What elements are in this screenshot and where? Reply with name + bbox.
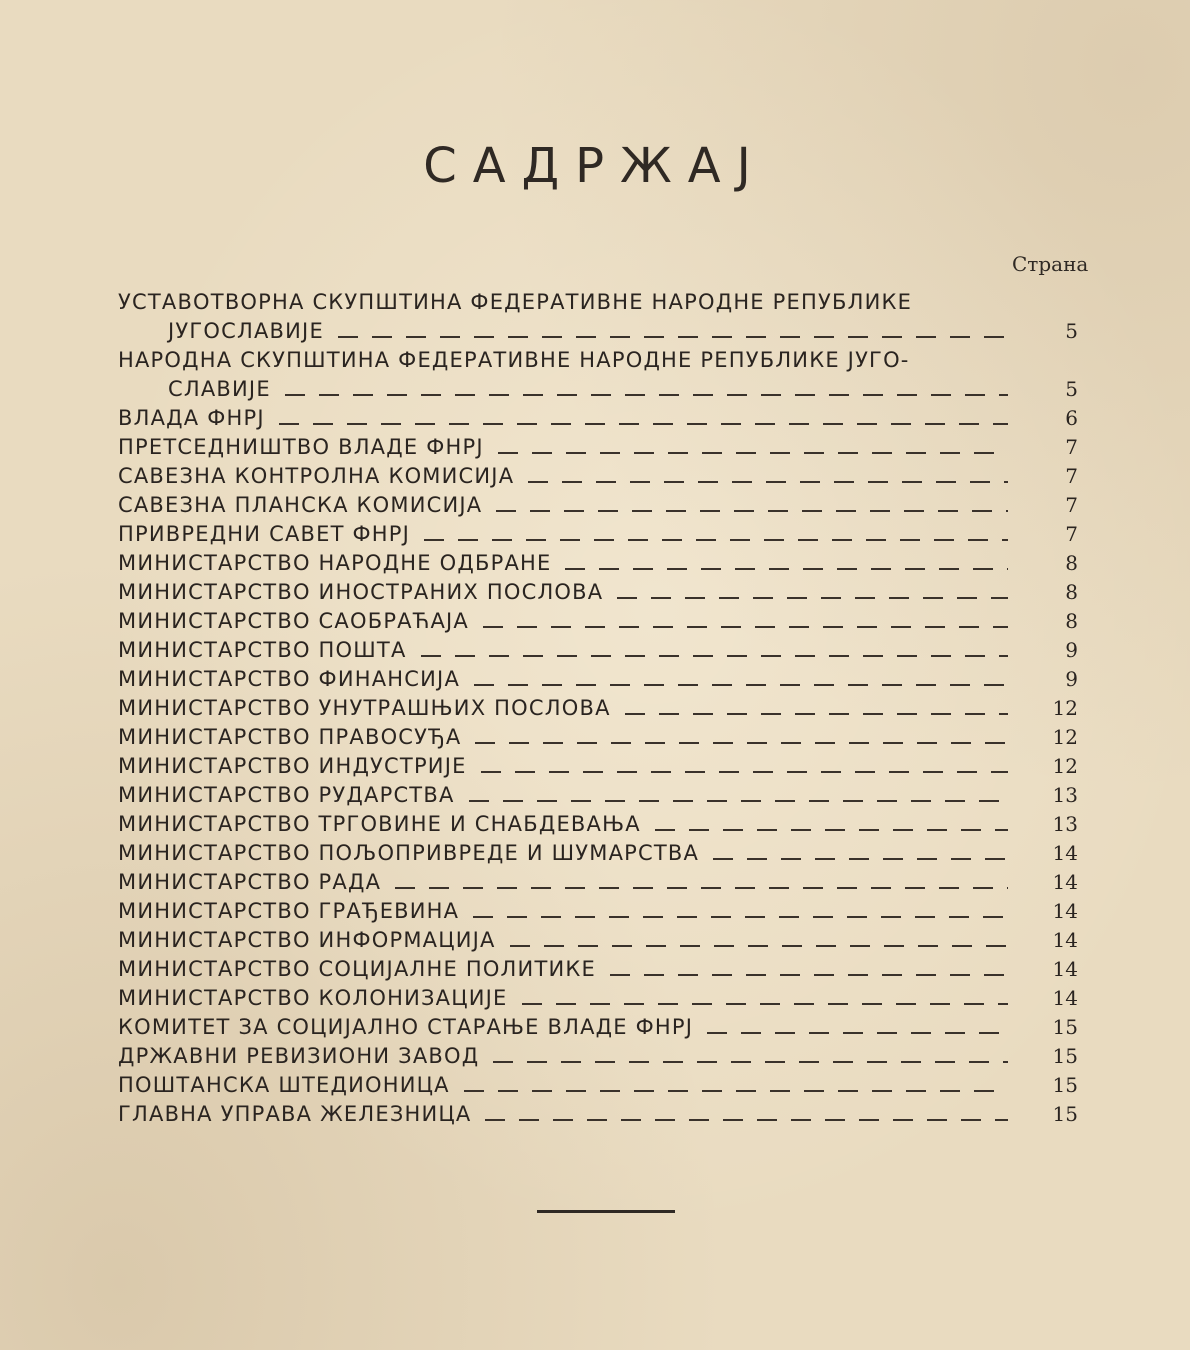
toc-entry-title: ГЛАВНА УПРАВА ЖЕЛЕЗНИЦА xyxy=(118,1102,472,1126)
dash-leader xyxy=(421,655,1008,657)
dash-leader xyxy=(707,1032,1008,1034)
toc-page-number: 8 xyxy=(1065,609,1078,633)
toc-page-number: 14 xyxy=(1052,870,1078,894)
dash-leader xyxy=(279,423,1008,425)
toc-entry-title: МИНИСТАРСТВО ИНОСТРАНИХ ПОСЛОВА xyxy=(118,580,604,604)
toc-page-number: 14 xyxy=(1052,841,1078,865)
toc-page-number: 14 xyxy=(1052,957,1078,981)
toc-page-number: 9 xyxy=(1065,667,1078,691)
toc-page-number: 7 xyxy=(1065,522,1078,546)
toc-entry-title: СЛАВИЈЕ xyxy=(168,377,271,401)
dash-leader xyxy=(395,887,1008,889)
toc-entry xyxy=(118,810,1078,839)
toc-entry-title: МИНИСТАРСТВО ФИНАНСИЈА xyxy=(118,667,461,691)
toc-entry-title: МИНИСТАРСТВО РАДА xyxy=(118,870,382,894)
toc-page-number: 12 xyxy=(1052,754,1078,778)
toc-page-number: 7 xyxy=(1065,464,1078,488)
toc-entry-title: МИНИСТАРСТВО САОБРАЋАЈА xyxy=(118,609,469,633)
dash-leader xyxy=(464,1090,1008,1092)
toc-page-number: 8 xyxy=(1065,580,1078,604)
toc-page-number: 15 xyxy=(1052,1044,1078,1068)
dash-leader xyxy=(610,974,1008,976)
toc-page-number: 14 xyxy=(1052,986,1078,1010)
toc-entry-title: ПРИВРЕДНИ САВЕТ ФНРЈ xyxy=(118,522,411,546)
toc-entry xyxy=(118,433,1078,462)
toc-entry xyxy=(118,636,1078,665)
toc-entry xyxy=(118,781,1078,810)
toc-entry-title: МИНИСТАРСТВО НАРОДНЕ ОДБРАНЕ xyxy=(118,551,552,575)
toc-entry-title-line1: НАРОДНА СКУПШТИНА ФЕДЕРАТИВНЕ НАРОДНЕ РЕПУБЛИКЕ ЈУГО- xyxy=(118,348,910,372)
toc-entry xyxy=(118,1042,1078,1071)
toc-entry xyxy=(118,1100,1078,1129)
toc-entry-title: МИНИСТАРСТВО ИНФОРМАЦИЈА xyxy=(118,928,496,952)
toc-entry-title: МИНИСТАРСТВО ПРАВОСУЂА xyxy=(118,725,462,749)
toc-page-number: 14 xyxy=(1052,899,1078,923)
toc-page-number: 7 xyxy=(1065,493,1078,517)
toc-page-number: 15 xyxy=(1052,1102,1078,1126)
toc-entry xyxy=(118,665,1078,694)
dash-leader xyxy=(528,481,1008,483)
dash-leader xyxy=(498,452,1008,454)
toc-entry-title: МИНИСТАРСТВО ПОШТА xyxy=(118,638,407,662)
toc-entry-title: МИНИСТАРСТВО ПОЉОПРИВРЕДЕ И ШУМАРСТВА xyxy=(118,841,700,865)
dash-leader xyxy=(565,568,1008,570)
toc-entry xyxy=(118,955,1078,984)
toc-entry-title: САВЕЗНА ПЛАНСКА КОМИСИЈА xyxy=(118,493,483,517)
dash-leader xyxy=(493,1061,1008,1063)
toc-entry-title: ВЛАДА ФНРЈ xyxy=(118,406,265,430)
toc-entry-title: ДРЖАВНИ РЕВИЗИОНИ ЗАВОД xyxy=(118,1044,480,1068)
dash-leader xyxy=(713,858,1008,860)
toc-page-number: 15 xyxy=(1052,1073,1078,1097)
toc-page-number: 9 xyxy=(1065,638,1078,662)
toc-page-number: 12 xyxy=(1052,725,1078,749)
toc-entry xyxy=(118,404,1078,433)
dash-leader xyxy=(522,1003,1008,1005)
toc-page-number: 8 xyxy=(1065,551,1078,575)
table-of-contents xyxy=(118,288,1078,1129)
dash-leader xyxy=(625,713,1008,715)
toc-entry xyxy=(118,346,1078,404)
toc-page-number: 12 xyxy=(1052,696,1078,720)
toc-entry-title: МИНИСТАРСТВО ТРГОВИНЕ И СНАБДЕВАЊА xyxy=(118,812,641,836)
toc-page-number: 5 xyxy=(1065,319,1078,343)
toc-entry xyxy=(118,868,1078,897)
toc-page-number: 6 xyxy=(1065,406,1078,430)
dash-leader xyxy=(469,800,1008,802)
toc-entry-title: ЈУГОСЛАВИЈЕ xyxy=(168,319,324,343)
toc-entry-title: МИНИСТАРСТВО ИНДУСТРИЈЕ xyxy=(118,754,467,778)
toc-entry-title: МИНИСТАРСТВО УНУТРАШЊИХ ПОСЛОВА xyxy=(118,696,611,720)
toc-entry-title: ПОШТАНСКА ШТЕДИОНИЦА xyxy=(118,1073,450,1097)
dash-leader xyxy=(483,626,1008,628)
toc-entry xyxy=(118,984,1078,1013)
dash-leader xyxy=(481,771,1008,773)
dash-leader xyxy=(474,684,1008,686)
toc-entry xyxy=(118,839,1078,868)
toc-entry xyxy=(118,694,1078,723)
toc-entry-title: МИНИСТАРСТВО СОЦИЈАЛНЕ ПОЛИТИКЕ xyxy=(118,957,596,981)
closing-rule xyxy=(537,1210,675,1213)
toc-entry-title: МИНИСТАРСТВО КОЛОНИЗАЦИЈЕ xyxy=(118,986,508,1010)
toc-entry-title: САВЕЗНА КОНТРОЛНА КОМИСИЈА xyxy=(118,464,515,488)
toc-page-number: 13 xyxy=(1052,783,1078,807)
toc-entry-title: ПРЕТСЕДНИШТВО ВЛАДЕ ФНРЈ xyxy=(118,435,484,459)
page-column-label: Страна xyxy=(1012,252,1089,276)
toc-entry-title: МИНИСТАРСТВО ГРАЂЕВИНА xyxy=(118,899,460,923)
toc-entry xyxy=(118,491,1078,520)
dash-leader xyxy=(655,829,1008,831)
toc-entry xyxy=(118,520,1078,549)
dash-leader xyxy=(496,510,1008,512)
page-title: САДРЖАЈ xyxy=(423,138,767,194)
toc-entry xyxy=(118,1013,1078,1042)
toc-entry xyxy=(118,578,1078,607)
toc-entry xyxy=(118,288,1078,346)
toc-page-number: 7 xyxy=(1065,435,1078,459)
dash-leader xyxy=(338,336,1008,338)
dash-leader xyxy=(285,394,1008,396)
dash-leader xyxy=(475,742,1008,744)
toc-entry xyxy=(118,723,1078,752)
toc-entry xyxy=(118,897,1078,926)
dash-leader xyxy=(485,1119,1008,1121)
toc-page-number: 13 xyxy=(1052,812,1078,836)
dash-leader xyxy=(473,916,1008,918)
dash-leader xyxy=(510,945,1008,947)
toc-entry-title: МИНИСТАРСТВО РУДАРСТВА xyxy=(118,783,455,807)
toc-entry-title-line1: УСТАВОТВОРНА СКУПШТИНА ФЕДЕРАТИВНЕ НАРОДНЕ РЕПУБЛИКЕ xyxy=(118,290,913,314)
toc-entry xyxy=(118,926,1078,955)
toc-entry xyxy=(118,1071,1078,1100)
dash-leader xyxy=(617,597,1008,599)
toc-entry xyxy=(118,752,1078,781)
toc-page-number: 5 xyxy=(1065,377,1078,401)
toc-entry xyxy=(118,462,1078,491)
toc-page-number: 14 xyxy=(1052,928,1078,952)
toc-entry xyxy=(118,607,1078,636)
dash-leader xyxy=(424,539,1008,541)
toc-entry xyxy=(118,549,1078,578)
toc-entry-title: КОМИТЕТ ЗА СОЦИЈАЛНО СТАРАЊЕ ВЛАДЕ ФНРЈ xyxy=(118,1015,694,1039)
toc-page-number: 15 xyxy=(1052,1015,1078,1039)
